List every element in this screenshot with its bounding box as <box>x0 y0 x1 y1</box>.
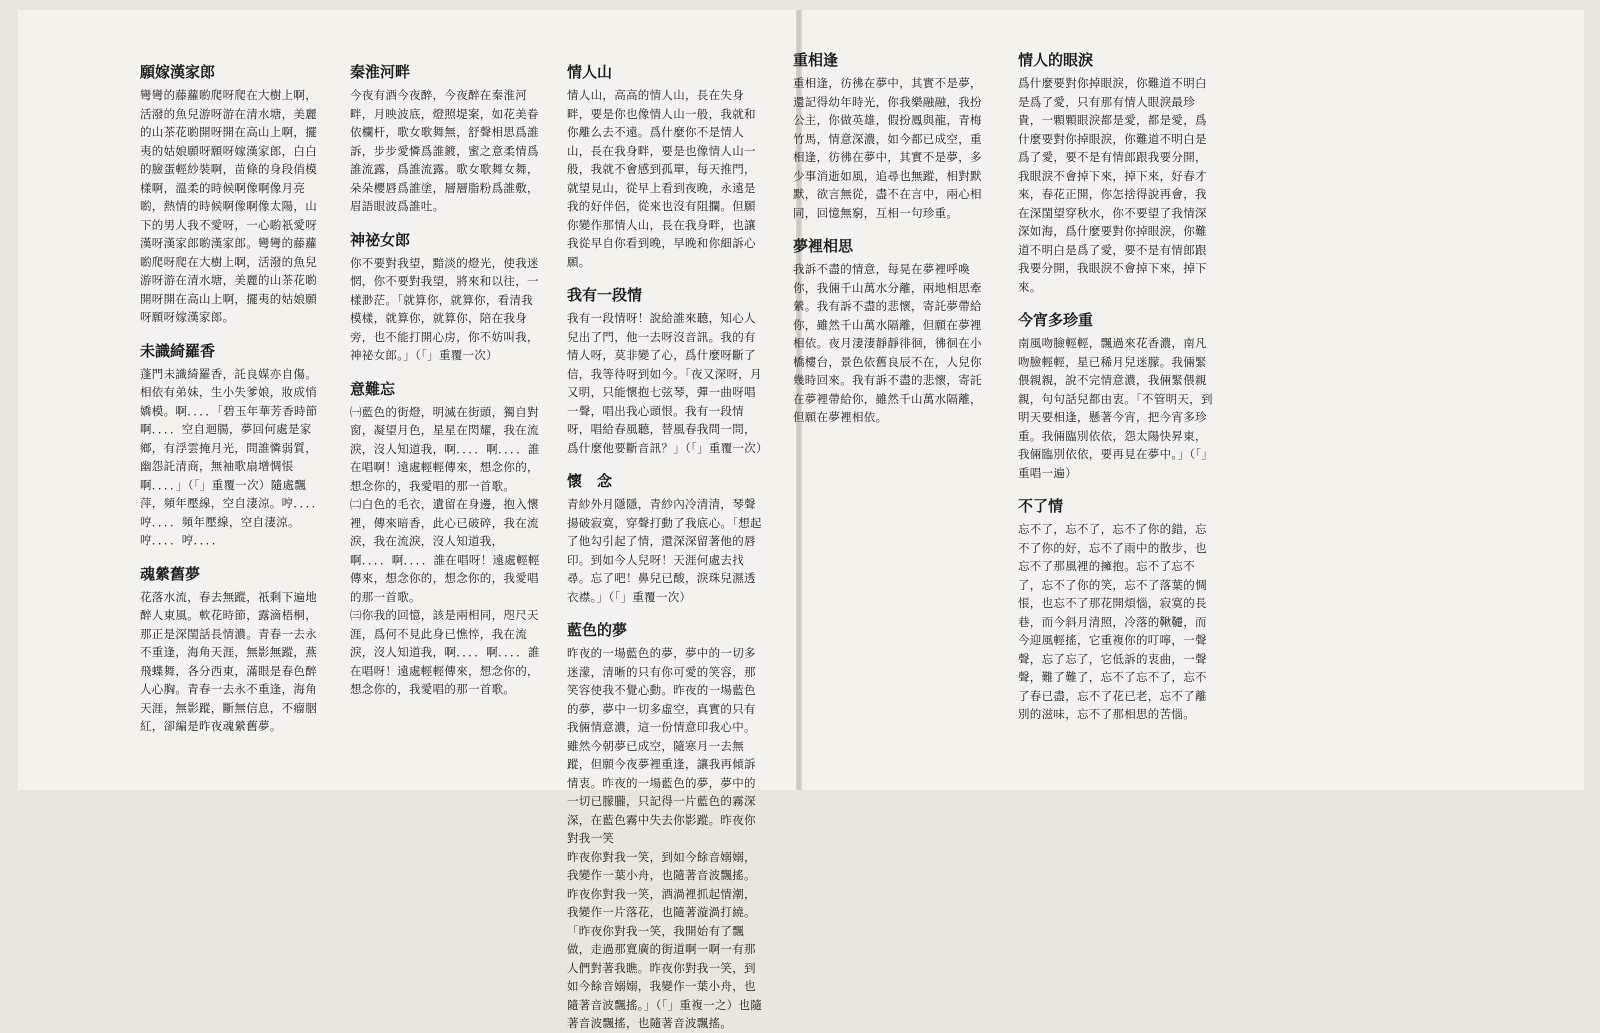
song-title: 情人山 <box>567 63 613 81</box>
song-title: 不了情 <box>1018 497 1064 515</box>
song-block <box>1018 310 1214 482</box>
song-lyrics: 我訴不盡的情意，每晃在夢裡呼喚你，我倆千山萬水分離，兩地相思牽縈。我有訴不盡的悲懷，寄託夢帶給你，雖然千山萬水隔離，但願在夢裡相依。夜月淒淒靜靜徘徊，彿徊在小橋樓台，景色依舊良辰不在，人兒你幾時回來。我有訴不盡的悲懷，寄託在夢裡帶給你，雖然千山萬水隔離，但願在夢裡相依。 <box>793 262 982 424</box>
song-title: 今宵多珍重 <box>1018 311 1094 329</box>
song-block <box>1018 496 1214 724</box>
song-lyrics: 花落水流，春去無蹤，祇剩下遍地醉人東風。軟花時節，露滴梧桐，那正是深閨話長情濃。青春一去永不重逢，海角天涯，無影無蹤，燕飛蝶舞，各分西東，滿眼是春色醉人心胸。青春一去永不重逢，海角天涯，無影蹤，斷無信息，不瘤胭紅，卻編是昨夜魂縈舊夢。 <box>140 589 317 733</box>
song-title: 未識綺羅香 <box>140 341 216 360</box>
song-title: 意難忘 <box>350 379 396 398</box>
song-title: 願嫁漢家郎 <box>140 63 216 81</box>
song-block <box>1018 50 1214 296</box>
column-1 <box>140 62 328 782</box>
song-lyrics: 重相逢，彷彿在夢中，其實不是夢，還記得幼年時光，你我樂融融，我扮公主，你做英雄，假扮鳳與龍，青梅竹馬，情意深濃，如今都已成空，重相逢，彷彿在夢中，其實不是夢，多少事消逝如風，追尋也無蹤，相對默默，欲言無從，盡不在言中，兩心相同，回憶無窮，互相一句珍重。 <box>793 76 982 220</box>
song-lyrics: 南風吻臉輕輕，飄過來花香濃，南凡吻臉輕輕，星已稀月兒迷朦。我倆緊偎親親，說不完情意濃，我倆緊偎親親，句句話兒都由衷。「不管明天，到明天要相逢，懸著今宵，把今宵多珍重。我倆臨別依依，怨太陽快昇東，我倆臨別依依，要再見在夢中。」（「」重唱一遍） <box>1018 336 1214 480</box>
column-3 <box>567 62 768 1030</box>
song-block <box>567 285 768 457</box>
column-2 <box>350 62 542 782</box>
column-5 <box>1018 50 1214 780</box>
song-title: 神祕女郎 <box>350 230 411 249</box>
song-title: 情人的眼淚 <box>1018 51 1094 69</box>
song-title: 懷 念 <box>567 472 613 490</box>
song-block <box>350 62 542 216</box>
song-lyrics: 爲什麼要對你掉眼淚，你難道不明白是爲了愛，只有那有情人眼淚最珍貴，一顆顆眼淚都是愛，都是愛，爲什麼要對你掉眼淚，你難道不明白是爲了愛，要不是有情郎跟我要分開，我眼淚不會掉下來，掉下來，好春才來，春花正開，你怎捨得說再會，我在深閨望穿秋水，你不要望了我情深深如海，爲什麼要對你掉眼淚，你難道不明白是爲了愛，要不是有情郎跟我要分開，我眼淚不會掉下來，掉下來。 <box>1018 76 1207 294</box>
song-block <box>140 341 328 550</box>
song-title: 秦淮河畔 <box>350 63 411 81</box>
song-title: 重相逢 <box>793 51 839 69</box>
song-lyrics: 忘不了，忘不了，忘不了你的錯，忘不了你的好，忘不了雨中的散步，也忘不了那風裡的擁抱。忘不了忘不了，忘不了你的笑，忘不了落葉的惆悵，也忘不了那花開煩惱，寂寞的長巷，而今斜月清照，冷落的鞦韆，而今迎風輕搖，它重複你的叮嚀，一聲聲，忘了忘了，它低訴的衷曲，一聲聲，難了難了，忘不了忘不了，忘不了春已盡，忘不了花已老，忘不了離別的滋味，忘不了那相思的苦惱。 <box>1018 522 1207 721</box>
song-lyrics: ㈠藍色的街燈，明滅在街頭，獨自對窗，凝望月色，星星在閃耀，我在流淚，沒人知道我，啊．．．．啊．．．．誰在唱啊！遠處輕輕傳來，想念你的，想念你的，我愛唱的那一首歌。 ㈡白色的毛衣，遺留在身邊，抱入懷裡，傳來暗香，此心已破碎，我在流淚，我在流淚，沒人知道我，啊．．．．啊．．．．誰在唱呀！遠處輕輕傳來，想念你的，想念你的，我愛唱的那一首歌。 ㈢你我的回憶，該是兩相同，咫尺天涯，爲何不見此身已憔悴，我在流淚，沒人知道我，啊．．．．啊．．．．誰在唱呀！遠處輕輕傳來，想念你的，想念你的，我愛唱的那一首歌。 <box>350 404 540 696</box>
song-block <box>350 230 542 365</box>
song-lyrics: 我有一段情呀！說給誰來聽，知心人兒出了門，他一去呀沒音訊。我的有情人呀，莫非變了心，爲什麼呀斷了信，我等待呀到如今。「夜又深呀，月又明，只能懷抱七弦琴，彈一曲呀唱一聲，唱出我心頭恨。我有一段情呀，唱給春風聽，替風春我問一問，爲什麼他要斷音訊？」（「」重覆一次） <box>567 311 768 455</box>
song-title: 魂縈舊夢 <box>140 564 201 583</box>
song-lyrics: 情人山，高高的情人山，長在失身畔，要是你也像情人山一般，我就和你離么去不遠。爲什麼你不是情人山，長在我身畔，要是也像情人山一般，我就不會感到孤單，每天推門，就望見山，從早上看到夜晚，永遠是我的好伴侶，從來也沒有阻攔。但願你變作那情人山，長在我身畔，也讓我從早自你看到晚，早晚和你細訴心願。 <box>567 88 756 269</box>
song-lyrics: 今夜有酒今夜醉，今夜醉在秦淮河畔，月映波底，燈照堤案，如花美眷依欄杆，歌女歌舞無，舒聲相思爲誰訴，步步愛憐爲誰鍍，蜜之意柔情爲誰流露，爲誰流露。歌女歌舞女舞，朵朵櫻唇爲誰塗，層層脂粉爲誰敷，眉語眼波爲誰吐。 <box>350 88 539 213</box>
song-lyrics: 青紗外月隱隱，青紗內冷清清，琴聲揚破寂寞，穿聲打動了我底心。「想起了他勾引起了情，還深深留著他的唇印。到如今人兒呀！天涯何處去找尋。忘了吧！鼻兒已酸，淚珠兒濕透衣襟。」（「」重覆一次） <box>567 497 762 604</box>
song-lyrics: 彎彎的藤蘿喲爬呀爬在大樹上啊，活潑的魚兒游呀游在清水塘，美麗的山茶花喲開呀開在高山上啊，擺夷的姑娘願呀願呀嫁漢家郎，白白的臉蛋輕紗裝啊，苗條的身段俏模樣啊，溫柔的時候啊像啊像月亮喲，熱情的時候啊像啊像太陽，山下的男人我不愛呀，一心喲祇愛呀漢呀漢家郎喲漢家郎。彎彎的藤蘿喲爬呀爬在大樹上啊，活潑的魚兒游呀游在清水塘，美麗的山茶花喲開呀開在高山上啊，擺夷的姑娘願呀願呀嫁漢家郎。 <box>140 88 317 324</box>
song-block <box>567 620 763 1033</box>
song-lyrics: 蓬門未識綺羅香，託良媒亦自傷。相依有弟妹，生小失爹娘，妝成悄嬌模。啊．．．．「碧玉年華芳香時節啊．．．．空自迴腸，夢回何處是家鄉，有浮雲掩月光，問誰憐弱質，幽怨託清商，無袖歌扇增惆悵啊．．．．」（「」重覆一次）隨處飄萍，頻年壓線，空自淒涼。哼．．．．哼．．．．頻年壓線，空自淒涼。哼．．．．哼．．．． <box>140 366 324 547</box>
song-block <box>567 471 763 606</box>
song-title: 我有一段情 <box>567 286 643 304</box>
song-lyrics: 昨夜的一場藍色的夢，夢中的一切多迷濛，清晰的只有你可愛的笑容，那笑容使我不覺心動。昨夜的一場藍色的夢，夢中一切多虛空，真實的只有我倆情意濃，這一份情意印我心中。雖然今朝夢已成空，隨寒月一去無蹤，但願今夜夢裡重逢，讓我再傾訴情衷。昨夜的一場藍色的夢，夢中的一切已朦朧，只記得一片藍色的霧深深，在藍色霧中失去你影蹤。昨夜你對我一笑 昨夜你對我一笑，到如今餘音嫋嫋，我變作一葉小舟，也隨著音波飄搖。昨夜你對我一笑，酒渦裡抓起情潮，我變作一片落花，也隨著漩渦打繞。「昨夜你對我一笑，我開始有了飄做，走過那寬廣的街道啊一啊一有那人們對著我瞧。昨夜你對我一笑，到如今餘音嫋嫋，我變作一葉小舟，也隨著音波飄搖。」（「」重複一之）也隨著音波飄搖，也隨著音波飄搖。 <box>567 646 763 1030</box>
song-block <box>567 62 763 271</box>
song-lyrics: 你不要對我望，黯淡的燈光，使我迷惘，你不要對我望，將來和以往，一樣渺茫。「就算你，就算你，看清我模樣，就算你，就算你，陪在我身旁，也不能打開心房，你不妨叫我，神祕女郎。」（「」重覆一次） <box>350 255 539 362</box>
song-block <box>793 50 993 222</box>
song-title: 藍色的夢 <box>567 621 628 639</box>
song-block <box>350 379 542 699</box>
song-block <box>793 236 993 427</box>
song-block <box>140 564 328 736</box>
song-block <box>140 62 328 327</box>
column-4 <box>793 50 993 780</box>
song-title: 夢裡相思 <box>793 237 854 255</box>
